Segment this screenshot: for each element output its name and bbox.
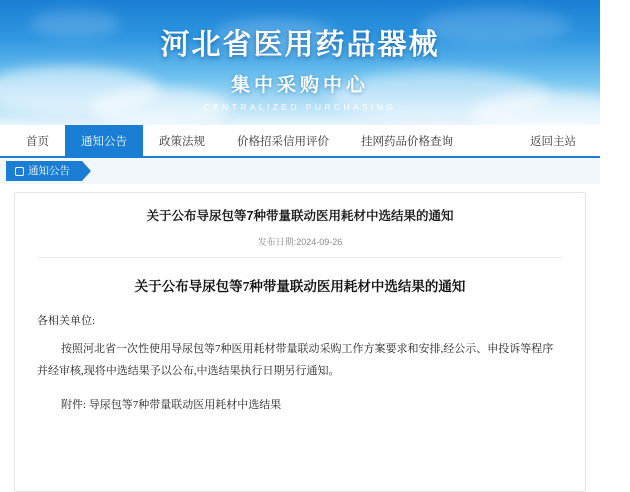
folder-icon: [15, 167, 24, 176]
breadcrumb-current[interactable]: [6, 161, 82, 181]
nav-item-policies[interactable]: 政策法规: [159, 135, 205, 148]
site-subtitle: 集中采购中心: [230, 75, 369, 96]
article-publish-date: 发布日期:2024-09-26: [37, 235, 563, 258]
nav-item-drug-price-query[interactable]: 挂网药品价格查询: [361, 135, 453, 148]
site-banner: [0, 0, 600, 125]
nav-item-home[interactable]: 首页: [26, 135, 49, 148]
document-body: 按照河北省一次性使用导尿包等7种医用耗材带量联动采购工作方案要求和安排,经公示、申投诉等程序并经审核,现将中选结果予以公布,中选结果执行日期另行通知。: [37, 342, 554, 377]
nav-item-notices[interactable]: 通知公告: [65, 125, 143, 156]
nav-item-credit-evaluation[interactable]: 价格招采信用评价: [237, 135, 329, 148]
article-headline: 关于公布导尿包等7种带量联动医用耗材中选结果的通知: [146, 209, 454, 223]
breadcrumb-label: 通知公告: [28, 165, 70, 177]
nav-item-back-to-main-site[interactable]: 返回主站: [530, 135, 576, 148]
site-title: 河北省医用药品器械: [160, 29, 440, 61]
site-title-english: CENTRALIZED PURCHASING: [203, 102, 397, 112]
main-navigation: [0, 125, 600, 158]
banner-text-block: [0, 0, 600, 112]
document-title: 关于公布导尿包等7种带量联动医用耗材中选结果的通知: [134, 278, 466, 294]
document-attachment[interactable]: 附件: 导尿包等7种带量联动医用耗材中选结果: [61, 398, 282, 411]
breadcrumb: [0, 158, 600, 184]
article-card: [14, 192, 586, 492]
document-salutation: 各相关单位:: [37, 314, 96, 327]
